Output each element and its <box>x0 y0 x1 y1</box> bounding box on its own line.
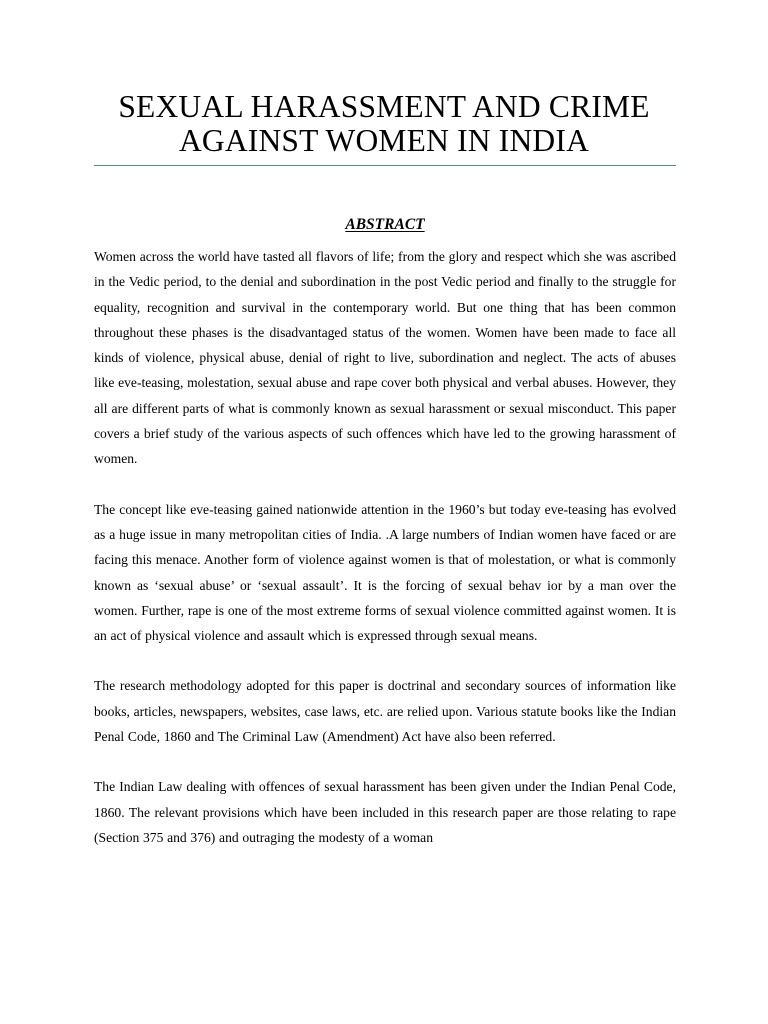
abstract-body <box>94 244 676 875</box>
paragraph-4: The Indian Law dealing with offences of sexual harassment has been given under the Indian Penal Code, 1860. The relevant provisions which have been included in this research paper are those relating to rape (Section 375 and 376) and outraging the modesty of a woman <box>94 779 676 845</box>
paragraph-2: The concept like eve-teasing gained nationwide attention in the 1960’s but today eve-teasing has evolved as a huge issue in many metropolitan cities of India. .A large numbers of Indian women have faced or are facing this menace. Another form of violence against women is that of molestation, or what is commonly known as ‘sexual abuse’ or ‘sexual assault’. It is the forcing of sexual behav ior by a man over the women. Further, rape is one of the most extreme forms of sexual violence committed against women. It is an act of physical violence and assault which is expressed through sexual means. <box>94 501 676 644</box>
title-line-1: SEXUAL HARASSMENT AND CRIME <box>118 89 650 124</box>
paragraph-3: The research methodology adopted for this paper is doctrinal and secondary sources of information like books, articles, newspapers, websites, case laws, etc. are relied upon. Various statute books like the Indian Penal Code, 1860 and The Criminal Law (Amendment) Act have also been referred. <box>94 678 676 745</box>
title-line-2: AGAINST WOMEN IN INDIA <box>178 123 590 158</box>
abstract-heading: ABSTRACT <box>345 216 425 233</box>
paragraph-1: Women across the world have tasted all flavors of life; from the glory and respect which she was ascribed in the Vedic period, to the denial and subordination in the post Vedic period and finally to the struggle for equality, recognition and survival in the contemporary world. But one thing that has been common throughout these phases is the disadvantaged status of the women. Women have been made to face all kinds of violence, physical abuse, denial of right to live, subordination and neglect. The acts of abuses like eve-teasing, molestation, sexual abuse and rape cover both physical and verbal abuses. However, they all are different parts of what is commonly known as sexual harassment or sexual misconduct. This paper covers a brief study of the various aspects of such offences which have led to the growing harassment of women. <box>94 249 676 467</box>
document-title <box>70 90 698 158</box>
title-underline-rule <box>94 165 676 166</box>
